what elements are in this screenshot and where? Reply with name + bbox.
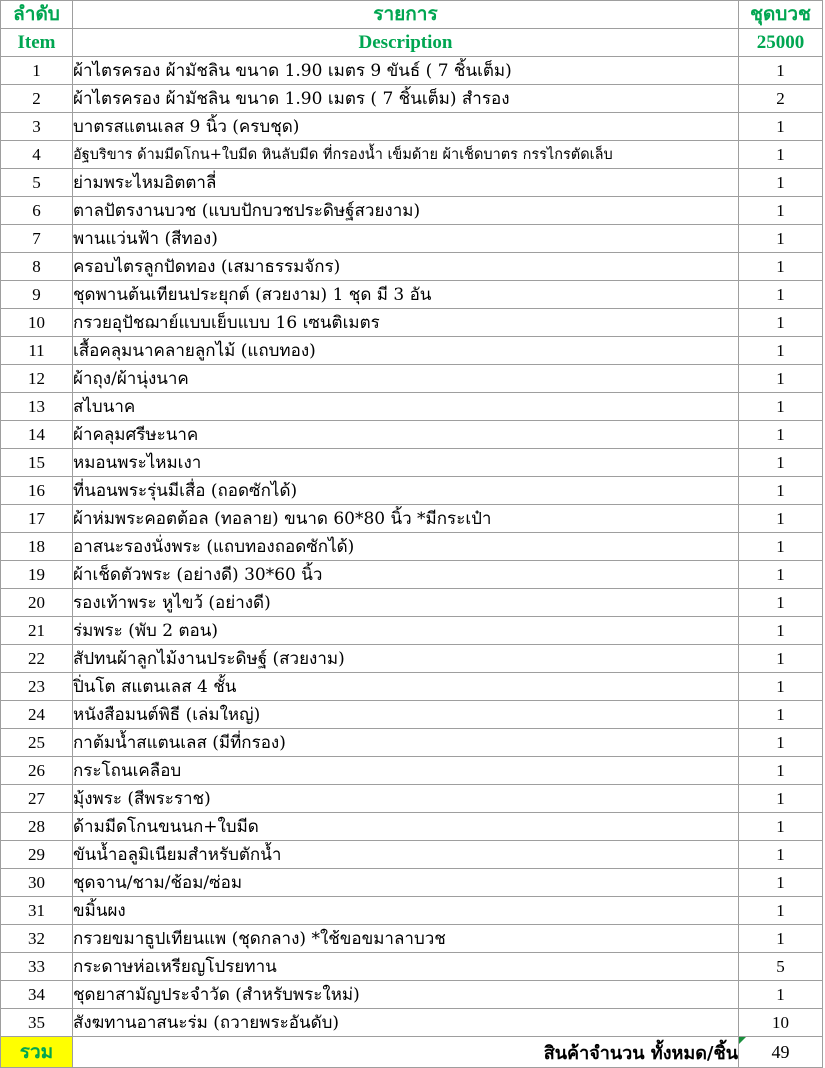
item-quantity: 1 [739, 785, 823, 813]
item-number: 23 [1, 673, 73, 701]
item-quantity: 1 [739, 589, 823, 617]
item-number: 5 [1, 169, 73, 197]
item-quantity: 1 [739, 113, 823, 141]
header-description-english: Description [73, 29, 739, 57]
item-description: กระโถนเคลือบ [73, 757, 739, 785]
table-row [1, 673, 823, 701]
item-description: ร่มพระ (พับ 2 ตอน) [73, 617, 739, 645]
table-row [1, 701, 823, 729]
table-row [1, 897, 823, 925]
item-description: ย่ามพระไหมอิตตาลี่ [73, 169, 739, 197]
item-quantity: 1 [739, 981, 823, 1009]
table-row [1, 869, 823, 897]
item-description: ชุดจาน/ชาม/ช้อม/ซ่อม [73, 869, 739, 897]
item-quantity: 1 [739, 281, 823, 309]
item-description: ที่นอนพระรุ่นมีเสื่อ (ถอดซักได้) [73, 477, 739, 505]
table-row [1, 1009, 823, 1037]
item-description: ผ้าห่มพระคอตต้อล (ทอลาย) ขนาด 60*80 นิ้ว *มีกระเป๋า [73, 505, 739, 533]
item-quantity: 1 [739, 365, 823, 393]
item-description: มุ้งพระ (สีพระราช) [73, 785, 739, 813]
item-description: สังฆทานอาสนะร่ม (ถวายพระอันดับ) [73, 1009, 739, 1037]
total-quantity: 49 [771, 1041, 790, 1062]
item-number: 17 [1, 505, 73, 533]
table-row [1, 85, 823, 113]
item-description: ปิ่นโต สแตนเลส 4 ชั้น [73, 673, 739, 701]
item-number: 20 [1, 589, 73, 617]
item-number: 12 [1, 365, 73, 393]
table-row [1, 309, 823, 337]
table-row [1, 253, 823, 281]
item-description: ผ้าไตรครอง ผ้ามัชลิน ขนาด 1.90 เมตร 9 ขันธ์ ( 7 ชิ้นเต็ม) [73, 57, 739, 85]
item-number: 8 [1, 253, 73, 281]
item-quantity: 1 [739, 813, 823, 841]
item-quantity: 1 [739, 533, 823, 561]
item-number: 25 [1, 729, 73, 757]
table-row [1, 365, 823, 393]
item-number: 30 [1, 869, 73, 897]
table-row [1, 393, 823, 421]
header-package-thai: ชุดบวช [739, 1, 823, 29]
item-quantity: 1 [739, 393, 823, 421]
item-number: 19 [1, 561, 73, 589]
item-quantity: 1 [739, 141, 823, 169]
item-description: บาตรสแตนเลส 9 นิ้ว (ครบชุด) [73, 113, 739, 141]
item-description: หนังสือมนต์พิธี (เล่มใหญ่) [73, 701, 739, 729]
item-quantity: 1 [739, 197, 823, 225]
item-description: ผ้าคลุมศรีษะนาค [73, 421, 739, 449]
item-quantity: 5 [739, 953, 823, 981]
table-row [1, 981, 823, 1009]
item-number: 15 [1, 449, 73, 477]
item-description: ขันน้ำอลูมิเนียมสำหรับตักน้ำ [73, 841, 739, 869]
total-quantity-cell [739, 1037, 823, 1068]
item-quantity: 1 [739, 253, 823, 281]
item-number: 10 [1, 309, 73, 337]
table-row [1, 533, 823, 561]
table-row [1, 225, 823, 253]
total-label: รวม [1, 1037, 73, 1068]
item-quantity: 1 [739, 729, 823, 757]
item-quantity: 1 [739, 869, 823, 897]
item-number: 1 [1, 57, 73, 85]
item-quantity: 1 [739, 421, 823, 449]
table-row [1, 729, 823, 757]
item-description: เสื้อคลุมนาคลายลูกไม้ (แถบทอง) [73, 337, 739, 365]
item-quantity: 1 [739, 309, 823, 337]
item-number: 29 [1, 841, 73, 869]
item-number: 28 [1, 813, 73, 841]
item-number: 3 [1, 113, 73, 141]
item-number: 4 [1, 141, 73, 169]
header-row-english [1, 29, 823, 57]
item-description: ตาลปัตรงานบวช (แบบปักบวชประดิษฐ์สวยงาม) [73, 197, 739, 225]
item-quantity: 1 [739, 225, 823, 253]
item-description: ขมิ้นผง [73, 897, 739, 925]
item-number: 21 [1, 617, 73, 645]
item-number: 6 [1, 197, 73, 225]
item-quantity: 1 [739, 449, 823, 477]
table-row [1, 645, 823, 673]
item-quantity: 1 [739, 673, 823, 701]
item-number: 32 [1, 925, 73, 953]
header-item-thai: ลำดับ [1, 1, 73, 29]
total-description: สินค้าจำนวน ทั้งหมด/ชิ้น [73, 1037, 739, 1068]
header-description-thai: รายการ [73, 1, 739, 29]
item-description: หมอนพระไหมเงา [73, 449, 739, 477]
table-row [1, 561, 823, 589]
item-description: กรวยอุปัชฌาย์แบบเย็บแบบ 16 เซนติเมตร [73, 309, 739, 337]
item-description: กาต้มน้ำสแตนเลส (มีที่กรอง) [73, 729, 739, 757]
item-quantity: 2 [739, 85, 823, 113]
item-description: สัปทนผ้าลูกไม้งานประดิษฐ์ (สวยงาม) [73, 645, 739, 673]
total-row [1, 1037, 823, 1068]
header-row-thai [1, 1, 823, 29]
table-row [1, 925, 823, 953]
item-quantity: 1 [739, 561, 823, 589]
item-number: 7 [1, 225, 73, 253]
item-description: พานแว่นฟ้า (สีทอง) [73, 225, 739, 253]
table-row [1, 617, 823, 645]
item-number: 27 [1, 785, 73, 813]
item-description: ผ้าถุง/ผ้านุ่งนาค [73, 365, 739, 393]
table-row [1, 589, 823, 617]
table-row [1, 281, 823, 309]
item-description: ผ้าเช็ดตัวพระ (อย่างดี) 30*60 นิ้ว [73, 561, 739, 589]
table-row [1, 169, 823, 197]
item-description: รองเท้าพระ หูไขว้ (อย่างดี) [73, 589, 739, 617]
item-number: 9 [1, 281, 73, 309]
item-quantity: 1 [739, 337, 823, 365]
table-row [1, 813, 823, 841]
table-row [1, 421, 823, 449]
item-quantity: 1 [739, 169, 823, 197]
item-quantity: 1 [739, 645, 823, 673]
table-row [1, 57, 823, 85]
cell-comment-marker [739, 1037, 746, 1044]
item-quantity: 1 [739, 701, 823, 729]
table-row [1, 477, 823, 505]
header-item-english: Item [1, 29, 73, 57]
item-quantity: 1 [739, 925, 823, 953]
item-quantity: 1 [739, 57, 823, 85]
item-quantity: 1 [739, 477, 823, 505]
item-description: ชุดยาสามัญประจำวัด (สำหรับพระใหม่) [73, 981, 739, 1009]
table-row [1, 449, 823, 477]
item-number: 22 [1, 645, 73, 673]
item-quantity: 1 [739, 757, 823, 785]
item-description: อัฐบริขาร ด้ามมีดโกน+ใบมีด หินลับมีด ที่กรองน้ำ เข็มด้าย ผ้าเช็ดบาตร กรรไกรตัดเล็บ [73, 141, 739, 169]
item-number: 33 [1, 953, 73, 981]
item-quantity: 10 [739, 1009, 823, 1037]
table-row [1, 841, 823, 869]
item-description: สไบนาค [73, 393, 739, 421]
table-row [1, 197, 823, 225]
table-row [1, 757, 823, 785]
item-description: ครอบไตรลูกปัดทอง (เสมาธรรมจักร) [73, 253, 739, 281]
item-number: 26 [1, 757, 73, 785]
table-row [1, 141, 823, 169]
item-quantity: 1 [739, 617, 823, 645]
item-number: 11 [1, 337, 73, 365]
item-description: กรวยขมาธูปเทียนแพ (ชุดกลาง) *ใช้ขอขมาลาบวช [73, 925, 739, 953]
item-quantity: 1 [739, 841, 823, 869]
table-row [1, 113, 823, 141]
header-package-price: 25000 [739, 29, 823, 57]
item-number: 16 [1, 477, 73, 505]
item-number: 13 [1, 393, 73, 421]
item-quantity: 1 [739, 897, 823, 925]
table-row [1, 785, 823, 813]
table-row [1, 337, 823, 365]
table-row [1, 953, 823, 981]
item-description: ชุดพานต้นเทียนประยุกต์ (สวยงาม) 1 ชุด มี 3 อัน [73, 281, 739, 309]
item-number: 31 [1, 897, 73, 925]
item-description: อาสนะรองนั่งพระ (แถบทองถอดซักได้) [73, 533, 739, 561]
item-description: กระดาษห่อเหรียญโปรยทาน [73, 953, 739, 981]
item-description: ด้ามมีดโกนขนนก+ใบมีด [73, 813, 739, 841]
item-number: 34 [1, 981, 73, 1009]
item-number: 35 [1, 1009, 73, 1037]
item-number: 24 [1, 701, 73, 729]
item-number: 2 [1, 85, 73, 113]
item-quantity: 1 [739, 505, 823, 533]
item-number: 14 [1, 421, 73, 449]
table-row [1, 505, 823, 533]
item-description: ผ้าไตรครอง ผ้ามัชลิน ขนาด 1.90 เมตร ( 7 ชิ้นเต็ม) สำรอง [73, 85, 739, 113]
item-number: 18 [1, 533, 73, 561]
